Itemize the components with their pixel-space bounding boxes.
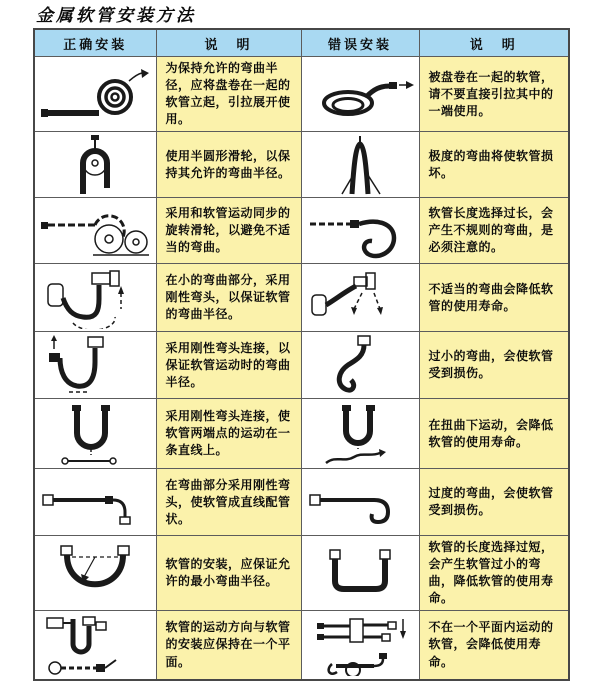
installation-method-table [33, 28, 570, 681]
correct-figure-cell [34, 611, 156, 680]
correct-figure-cell [34, 332, 156, 399]
correct-desc-text: 使用半圆形滑轮，以保持其允许的弯曲半径。 [165, 148, 291, 180]
header-row [34, 29, 569, 57]
correct-desc-cell [156, 264, 301, 332]
motion-out-of-plane-icon [306, 614, 414, 676]
wrong-desc-cell [419, 132, 569, 198]
correct-desc-cell [156, 399, 301, 469]
correct-figure-cell [34, 198, 156, 264]
wrong-desc-cell [419, 332, 569, 399]
wrong-desc-text: 不适当的弯曲会降低软管的使用寿命。 [428, 281, 554, 313]
correct-desc-cell [156, 611, 301, 680]
rigid-elbow-connection-u-bend-icon [39, 334, 151, 396]
wrong-desc-cell [419, 264, 569, 332]
wrong-desc-text: 软管的长度选择过短，会产生软管过小的弯曲，降低软管的使用寿命。 [428, 540, 554, 606]
table-row [34, 536, 569, 611]
flat-coil-end-pulled-icon [306, 63, 414, 125]
correct-desc-text: 为保持允许的弯曲半径，应将盘卷在一起的软管立起，引拉展开使用。 [165, 61, 291, 127]
correct-desc-cell [156, 198, 301, 264]
wrong-figure-cell [301, 132, 419, 198]
wrong-figure-cell [301, 611, 419, 680]
correct-figure-cell [34, 469, 156, 536]
table-row [34, 469, 569, 536]
header-description-1: 说 明 [156, 29, 301, 57]
hose-over-semicircular-pulley-icon [39, 134, 151, 196]
correct-desc-text: 软管的安装，应保证允许的最小弯曲半径。 [165, 557, 291, 589]
correct-desc-text: 采用刚性弯头连接，以保证软管运动时的弯曲半径。 [165, 340, 291, 389]
correct-desc-cell [156, 536, 301, 611]
correct-desc-cell [156, 332, 301, 399]
wrong-figure-cell [301, 57, 419, 132]
correct-figure-cell [34, 536, 156, 611]
wrong-figure-cell [301, 198, 419, 264]
table-row [34, 611, 569, 680]
table-row [34, 132, 569, 198]
correct-desc-text: 采用刚性弯头连接，使软管两端点的运动在一条直线上。 [165, 409, 291, 458]
correct-desc-text: 采用和软管运动同步的旋转滑轮，以避免不适当的弯曲。 [165, 206, 291, 255]
u-bend-twisted-motion-icon [306, 403, 414, 465]
wrong-desc-text: 过度的弯曲，会使软管受到损伤。 [428, 486, 554, 518]
extreme-sharp-bend-icon [306, 134, 414, 196]
wrong-desc-text: 过小的弯曲，会使软管受到损伤。 [428, 349, 554, 381]
wrong-figure-cell [301, 399, 419, 469]
table-row [34, 264, 569, 332]
correct-figure-cell [34, 132, 156, 198]
synchronized-rotating-pulleys-icon [39, 200, 151, 262]
improper-bend-angle-icon [306, 267, 414, 329]
wrong-figure-cell [301, 536, 419, 611]
overlong-hose-irregular-loop-icon [306, 200, 414, 262]
correct-desc-cell [156, 57, 301, 132]
correct-figure-cell [34, 264, 156, 332]
correct-desc-cell [156, 469, 301, 536]
wrong-figure-cell [301, 332, 419, 399]
wrong-desc-cell [419, 198, 569, 264]
page-title: 金属软管安装方法 [36, 6, 196, 26]
correct-desc-cell [156, 132, 301, 198]
minimum-bend-radius-u-icon [39, 542, 151, 604]
short-hose-tight-corners-icon [306, 542, 414, 604]
correct-figure-cell [34, 399, 156, 469]
wrong-desc-text: 在扭曲下运动，会降低软管的使用寿命。 [428, 417, 554, 449]
wrong-desc-text: 极度的弯曲将使软管损坏。 [428, 148, 554, 180]
too-small-bend-hook-icon [306, 334, 414, 396]
wrong-desc-text: 软管长度选择过长，会产生不规则的弯曲，是必须注意的。 [428, 206, 554, 255]
wrong-desc-text: 不在一个平面内运动的软管，会降低使用寿命。 [428, 620, 554, 669]
table-row [34, 198, 569, 264]
wrong-figure-cell [301, 264, 419, 332]
header-correct-install: 正确安装 [34, 29, 156, 57]
header-description-2: 说 明 [419, 29, 569, 57]
wrong-desc-cell [419, 611, 569, 680]
header-wrong-install: 错误安装 [301, 29, 419, 57]
correct-desc-text: 在弯曲部分采用刚性弯头，使软管成直线配管状。 [165, 477, 291, 526]
u-bend-ends-move-inline-icon [39, 403, 151, 465]
correct-figure-cell [34, 57, 156, 132]
overbent-end-hook-icon [306, 471, 414, 533]
wrong-desc-cell [419, 469, 569, 536]
wrong-desc-cell [419, 536, 569, 611]
wrong-desc-cell [419, 57, 569, 132]
rigid-elbow-at-small-bend-icon [39, 267, 151, 329]
table-row [34, 399, 569, 469]
table-row [34, 57, 569, 132]
standing-coil-pulled-open-icon [39, 63, 151, 125]
straight-run-with-rigid-elbow-icon [39, 471, 151, 533]
wrong-desc-text: 被盘卷在一起的软管，请不要直接引拉其中的一端使用。 [428, 69, 554, 118]
motion-in-single-plane-icon [39, 614, 151, 676]
wrong-figure-cell [301, 469, 419, 536]
wrong-desc-cell [419, 399, 569, 469]
table-row [34, 332, 569, 399]
correct-desc-text: 软管的运动方向与软管的安装应保持在一个平面。 [165, 620, 291, 669]
correct-desc-text: 在小的弯曲部分，采用刚性弯头，以保证软管的弯曲半径。 [165, 273, 291, 322]
